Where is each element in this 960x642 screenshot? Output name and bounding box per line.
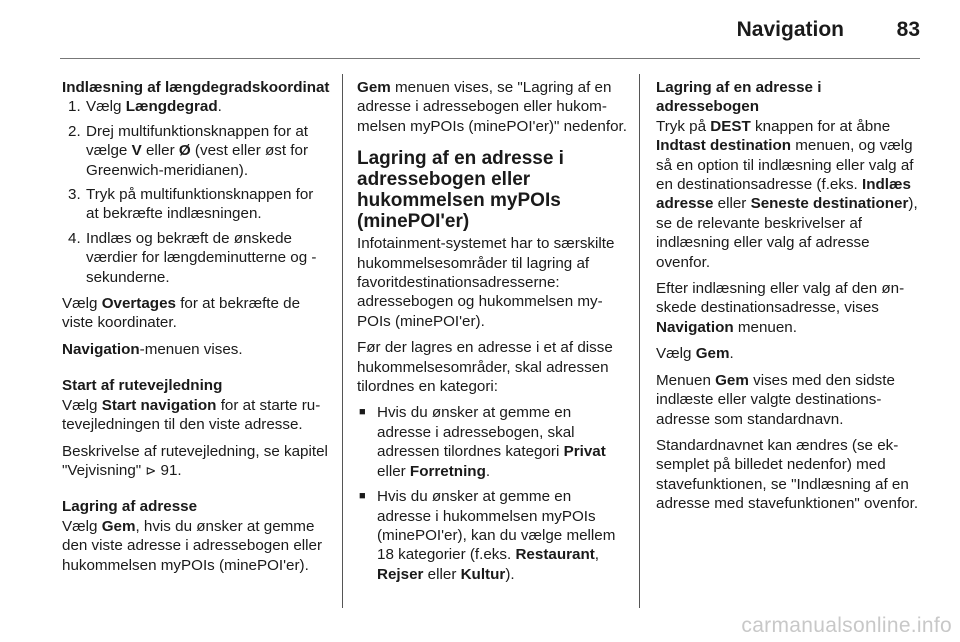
- paragraph: Beskrivelse af rutevejledning, se kapitel "Vejvisning" ⊳ 91.: [62, 442, 328, 479]
- header-rule: [60, 58, 920, 59]
- paragraph: Menuen Gem vises med den sidste indlæste eller valgte destinationsadresse som standardnavn.: [656, 371, 895, 428]
- subheading-start-guidance: Start af rutevejledning: [62, 377, 223, 395]
- column-divider-2: [639, 74, 640, 608]
- page-ref-arrow-icon: ⊳: [145, 462, 157, 478]
- paragraph: Standardnavnet kan ændres (se eksemplet på billedet nedenfor) med stavefunktionen, se "Indlæsning af en adresse med stavefunktionen" ovenfor.: [656, 436, 919, 513]
- paragraph: Tryk på DEST knappen for at åbne Indtast destination menuen, og vælg så en option til indlæsning eller valg af en destinationsadresse (f.eks. Indlæs adresse eller Seneste destinationer), se de relevante beskrivelser af indlæsning eller valg af adresse ovenfor.: [656, 117, 918, 271]
- bullet-square-icon: ■: [359, 490, 366, 503]
- paragraph: Navigation-menuen vises.: [62, 340, 243, 358]
- page-header: [0, 0, 960, 62]
- list-item: ■ Hvis du ønsker at gemme en adresse i hukommelsen myPOIs (minePOI'er), kan du vælge mellem 18 kategorier (f.eks. Restaurant, Rejser eller Kultur).: [359, 488, 616, 583]
- subheading-longitude: Indlæsning af længdegradskoordinat: [62, 79, 330, 96]
- paragraph: Vælg Start navigation for at starte rutevejledningen til den viste adresse.: [62, 396, 321, 434]
- steps-list: [62, 97, 330, 287]
- category-list: [357, 403, 627, 584]
- column-2: [357, 78, 627, 591]
- section-heading: Lagring af en adresse i adressebogen eller hukommelsen myPOIs (minePOI'er): [357, 148, 564, 233]
- list-item: 4. Indlæs og bekræft de ønskede værdier for længdeminutterne og -sekunderne.: [68, 229, 317, 286]
- paragraph: Vælg Gem, hvis du ønsker at gemme den viste adresse i adressebogen eller hukommelsen myPOIs (minePOI'er).: [62, 517, 323, 574]
- paragraph: Vælg Gem.: [656, 345, 734, 363]
- subheading-save-to-addressbook: Lagring af en adresse i adressebogen: [656, 79, 822, 116]
- list-item: 3. Tryk på multifunktionsknappen for at bekræfte indlæsningen.: [68, 186, 314, 223]
- column-divider-1: [342, 74, 343, 608]
- subheading-save-address: Lagring af adresse: [62, 498, 198, 516]
- paragraph: Efter indlæsning eller valg af den ønskede destinationsadresse, vises Navigation menuen.: [656, 280, 905, 336]
- column-1: [62, 78, 330, 582]
- list-item: ■ Hvis du ønsker at gemme en adresse i adressebogen, skal adressen tilordnes kategori Privat eller Forretning.: [359, 404, 606, 480]
- paragraph: Infotainment-systemet har to særskilte hukommelsesområder til lagring af favoritdestinationsadresserne: adressebogen og hukommelsen myPOIs (minePOI'er).: [357, 235, 615, 330]
- bullet-square-icon: ■: [359, 406, 366, 419]
- watermark: carmanualsonline.info: [741, 614, 952, 637]
- column-3: [656, 78, 924, 521]
- list-item: 2. Drej multifunktionsknappen for at vælge V eller Ø (vest eller øst for Greenwich-meridianen).: [68, 122, 309, 179]
- list-item: 1. Vælg Længdegrad.: [68, 98, 222, 116]
- page-title: Navigation: [736, 18, 844, 41]
- paragraph: Gem menuen vises, se "Lagring af en adresse i adressebogen eller hukommelsen myPOIs (minePOI'er)" nedenfor.: [357, 79, 627, 135]
- paragraph: Før der lagres en adresse i et af disse hukommelsesområder, skal adressen tilordnes en kategori:: [357, 339, 613, 396]
- paragraph: Vælg Overtages for at bekræfte de viste koordinater.: [62, 295, 301, 332]
- page-number: 83: [896, 18, 920, 41]
